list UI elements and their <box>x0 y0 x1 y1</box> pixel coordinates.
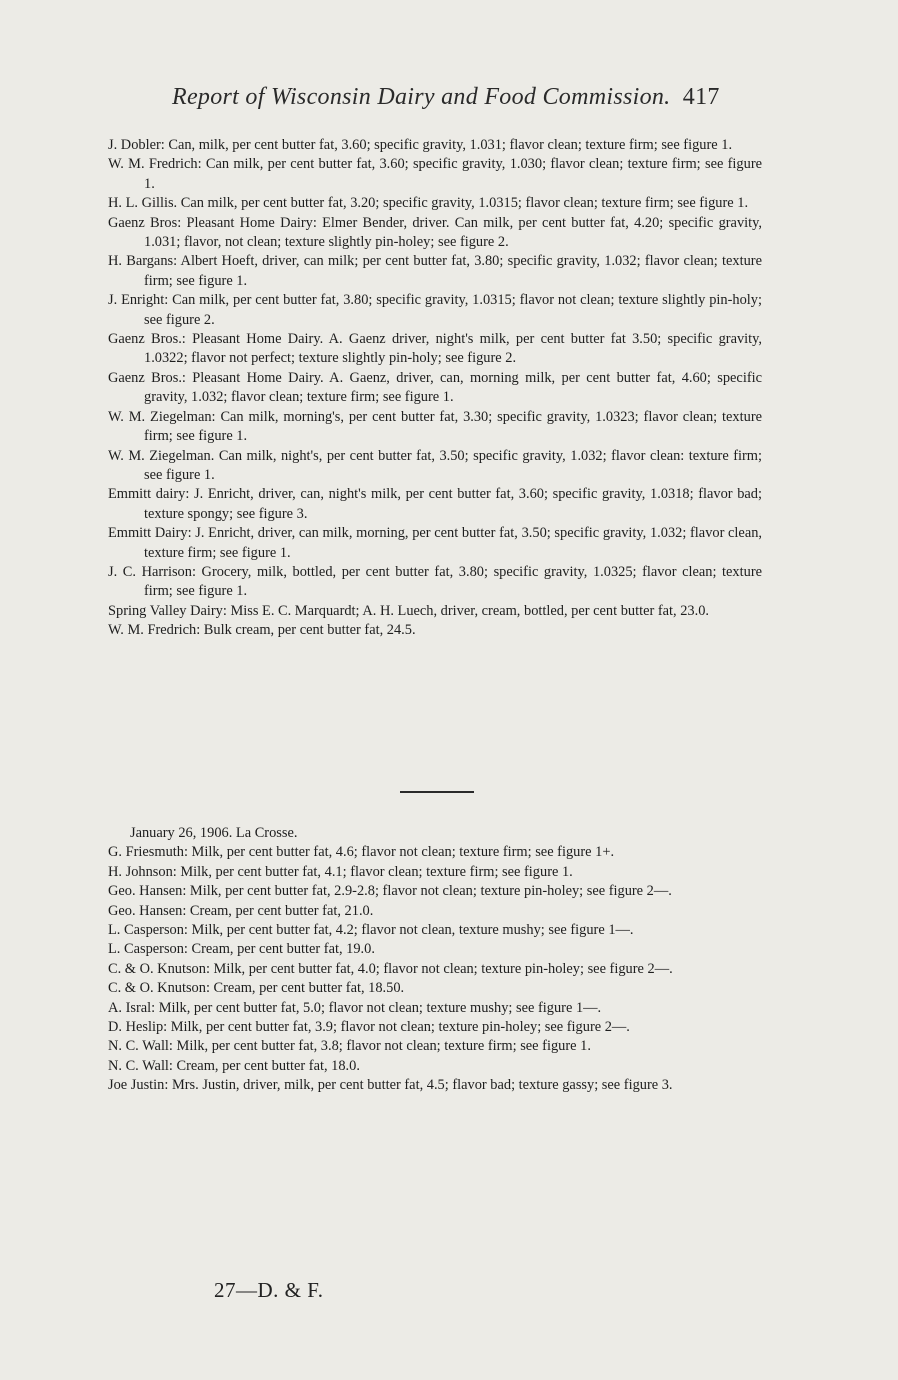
report-entry: J. Dobler: Can, milk, per cent butter fat, 3.60; specific gravity, 1.031; flavor clean; texture firm; see figure 1. <box>108 137 733 153</box>
report-entry: C. & O. Knutson: Milk, per cent butter fat, 4.0; flavor not clean; texture pin-holey; see figure 2—. <box>108 960 673 977</box>
report-entries <box>108 136 762 641</box>
signature-mark: 27—D. & F. <box>214 1278 324 1302</box>
report-entry: Gaenz Bros.: Pleasant Home Dairy. A. Gaenz driver, night's milk, per cent butter fat 3.50; specific gravity, 1.0322; flavor not perfect; texture slightly pin-holy; see figure 2. <box>108 331 762 367</box>
report-entry: Geo. Hansen: Cream, per cent butter fat, 21.0. <box>108 902 374 919</box>
report-entry: W. M. Ziegelman. Can milk, night's, per cent butter fat, 3.50; specific gravity, 1.032; flavor clean: texture firm; see figure 1. <box>108 447 762 483</box>
page-number: 417 <box>682 84 720 110</box>
report-entry: Gaenz Bros.: Pleasant Home Dairy. A. Gaenz, driver, can, morning milk, per cent butter fat, 4.60; specific gravity, 1.032; flavor clean; texture firm; see figure 1. <box>108 369 762 406</box>
report-entry: H. L. Gillis. Can milk, per cent butter fat, 3.20; specific gravity, 1.0315; flavor clean; texture firm; see figure 1. <box>108 195 749 212</box>
section-divider <box>400 791 474 793</box>
report-entry: Joe Justin: Mrs. Justin, driver, milk, per cent butter fat, 4.5; flavor bad; texture gassy; see figure 3. <box>108 1077 673 1094</box>
report-entry: L. Casperson: Milk, per cent butter fat, 4.2; flavor not clean, texture mushy; see figure 1—. <box>108 922 634 939</box>
report-entry: J. C. Harrison: Grocery, milk, bottled, per cent butter fat, 3.80; specific gravity, 1.0325; flavor clean; texture firm; see figure 1. <box>108 563 762 600</box>
report-entry: L. Casperson: Cream, per cent butter fat, 19.0. <box>108 941 375 958</box>
section-dateline: January 26, 1906. La Crosse. <box>130 825 298 841</box>
report-entry: Emmitt Dairy: J. Enricht, driver, can milk, morning, per cent butter fat, 3.50; specific gravity, 1.032; flavor clean, texture firm; see figure 1. <box>108 525 762 561</box>
report-entry: G. Friesmuth: Milk, per cent butter fat, 4.6; flavor not clean; texture firm; see figure 1+. <box>108 844 615 861</box>
report-entry: Gaenz Bros: Pleasant Home Dairy: Elmer Bender, driver. Can milk, per cent butter fat, 4.20; specific gravity, 1.031; flavor, not clean; texture slightly pin-holey; see figure 2. <box>108 214 762 251</box>
report-entry: Geo. Hansen: Milk, per cent butter fat, 2.9-2.8; flavor not clean; texture pin-holey; see figure 2—. <box>108 883 672 900</box>
running-header <box>172 84 772 111</box>
report-entry: W. M. Fredrich: Bulk cream, per cent butter fat, 24.5. <box>108 622 416 639</box>
header-title: Report of Wisconsin Dairy and Food Commission. <box>172 84 671 110</box>
report-entry: H. Johnson: Milk, per cent butter fat, 4.1; flavor clean; texture firm; see figure 1. <box>108 863 573 880</box>
report-entry: W. M. Fredrich: Can milk, per cent butter fat, 3.60; specific gravity, 1.030; flavor clean; texture firm; see figure 1. <box>108 156 762 192</box>
report-entry: H. Bargans: Albert Hoeft, driver, can milk; per cent butter fat, 3.80; specific gravity, 1.032; flavor clean; texture firm; see figure 1. <box>108 253 762 289</box>
report-entry: C. & O. Knutson: Cream, per cent butter fat, 18.50. <box>108 980 405 997</box>
report-entry: N. C. Wall: Cream, per cent butter fat, 18.0. <box>108 1057 360 1074</box>
report-entry: Spring Valley Dairy: Miss E. C. Marquardt; A. H. Luech, driver, cream, bottled, per cent butter fat, 23.0. <box>108 602 710 619</box>
report-entry: W. M. Ziegelman: Can milk, morning's, per cent butter fat, 3.30; specific gravity, 1.0323; flavor clean; texture firm; see figure 1. <box>108 408 762 445</box>
report-entry: A. Isral: Milk, per cent butter fat, 5.0; flavor not clean; texture mushy; see figure 1—. <box>108 999 602 1016</box>
la-crosse-section <box>108 824 762 1096</box>
report-entry: Emmitt dairy: J. Enricht, driver, can, night's milk, per cent butter fat, 3.60; specific gravity, 1.0318; flavor bad; texture spongy; see figure 3. <box>108 486 762 522</box>
report-entry: N. C. Wall: Milk, per cent butter fat, 3.8; flavor not clean; texture firm; see figure 1. <box>108 1038 591 1055</box>
report-entry: D. Heslip: Milk, per cent butter fat, 3.9; flavor not clean; texture pin-holey; see figure 2—. <box>108 1019 630 1036</box>
report-entry: J. Enright: Can milk, per cent butter fat, 3.80; specific gravity, 1.0315; flavor not clean; texture slightly pin-holy; see figure 2. <box>108 292 762 328</box>
